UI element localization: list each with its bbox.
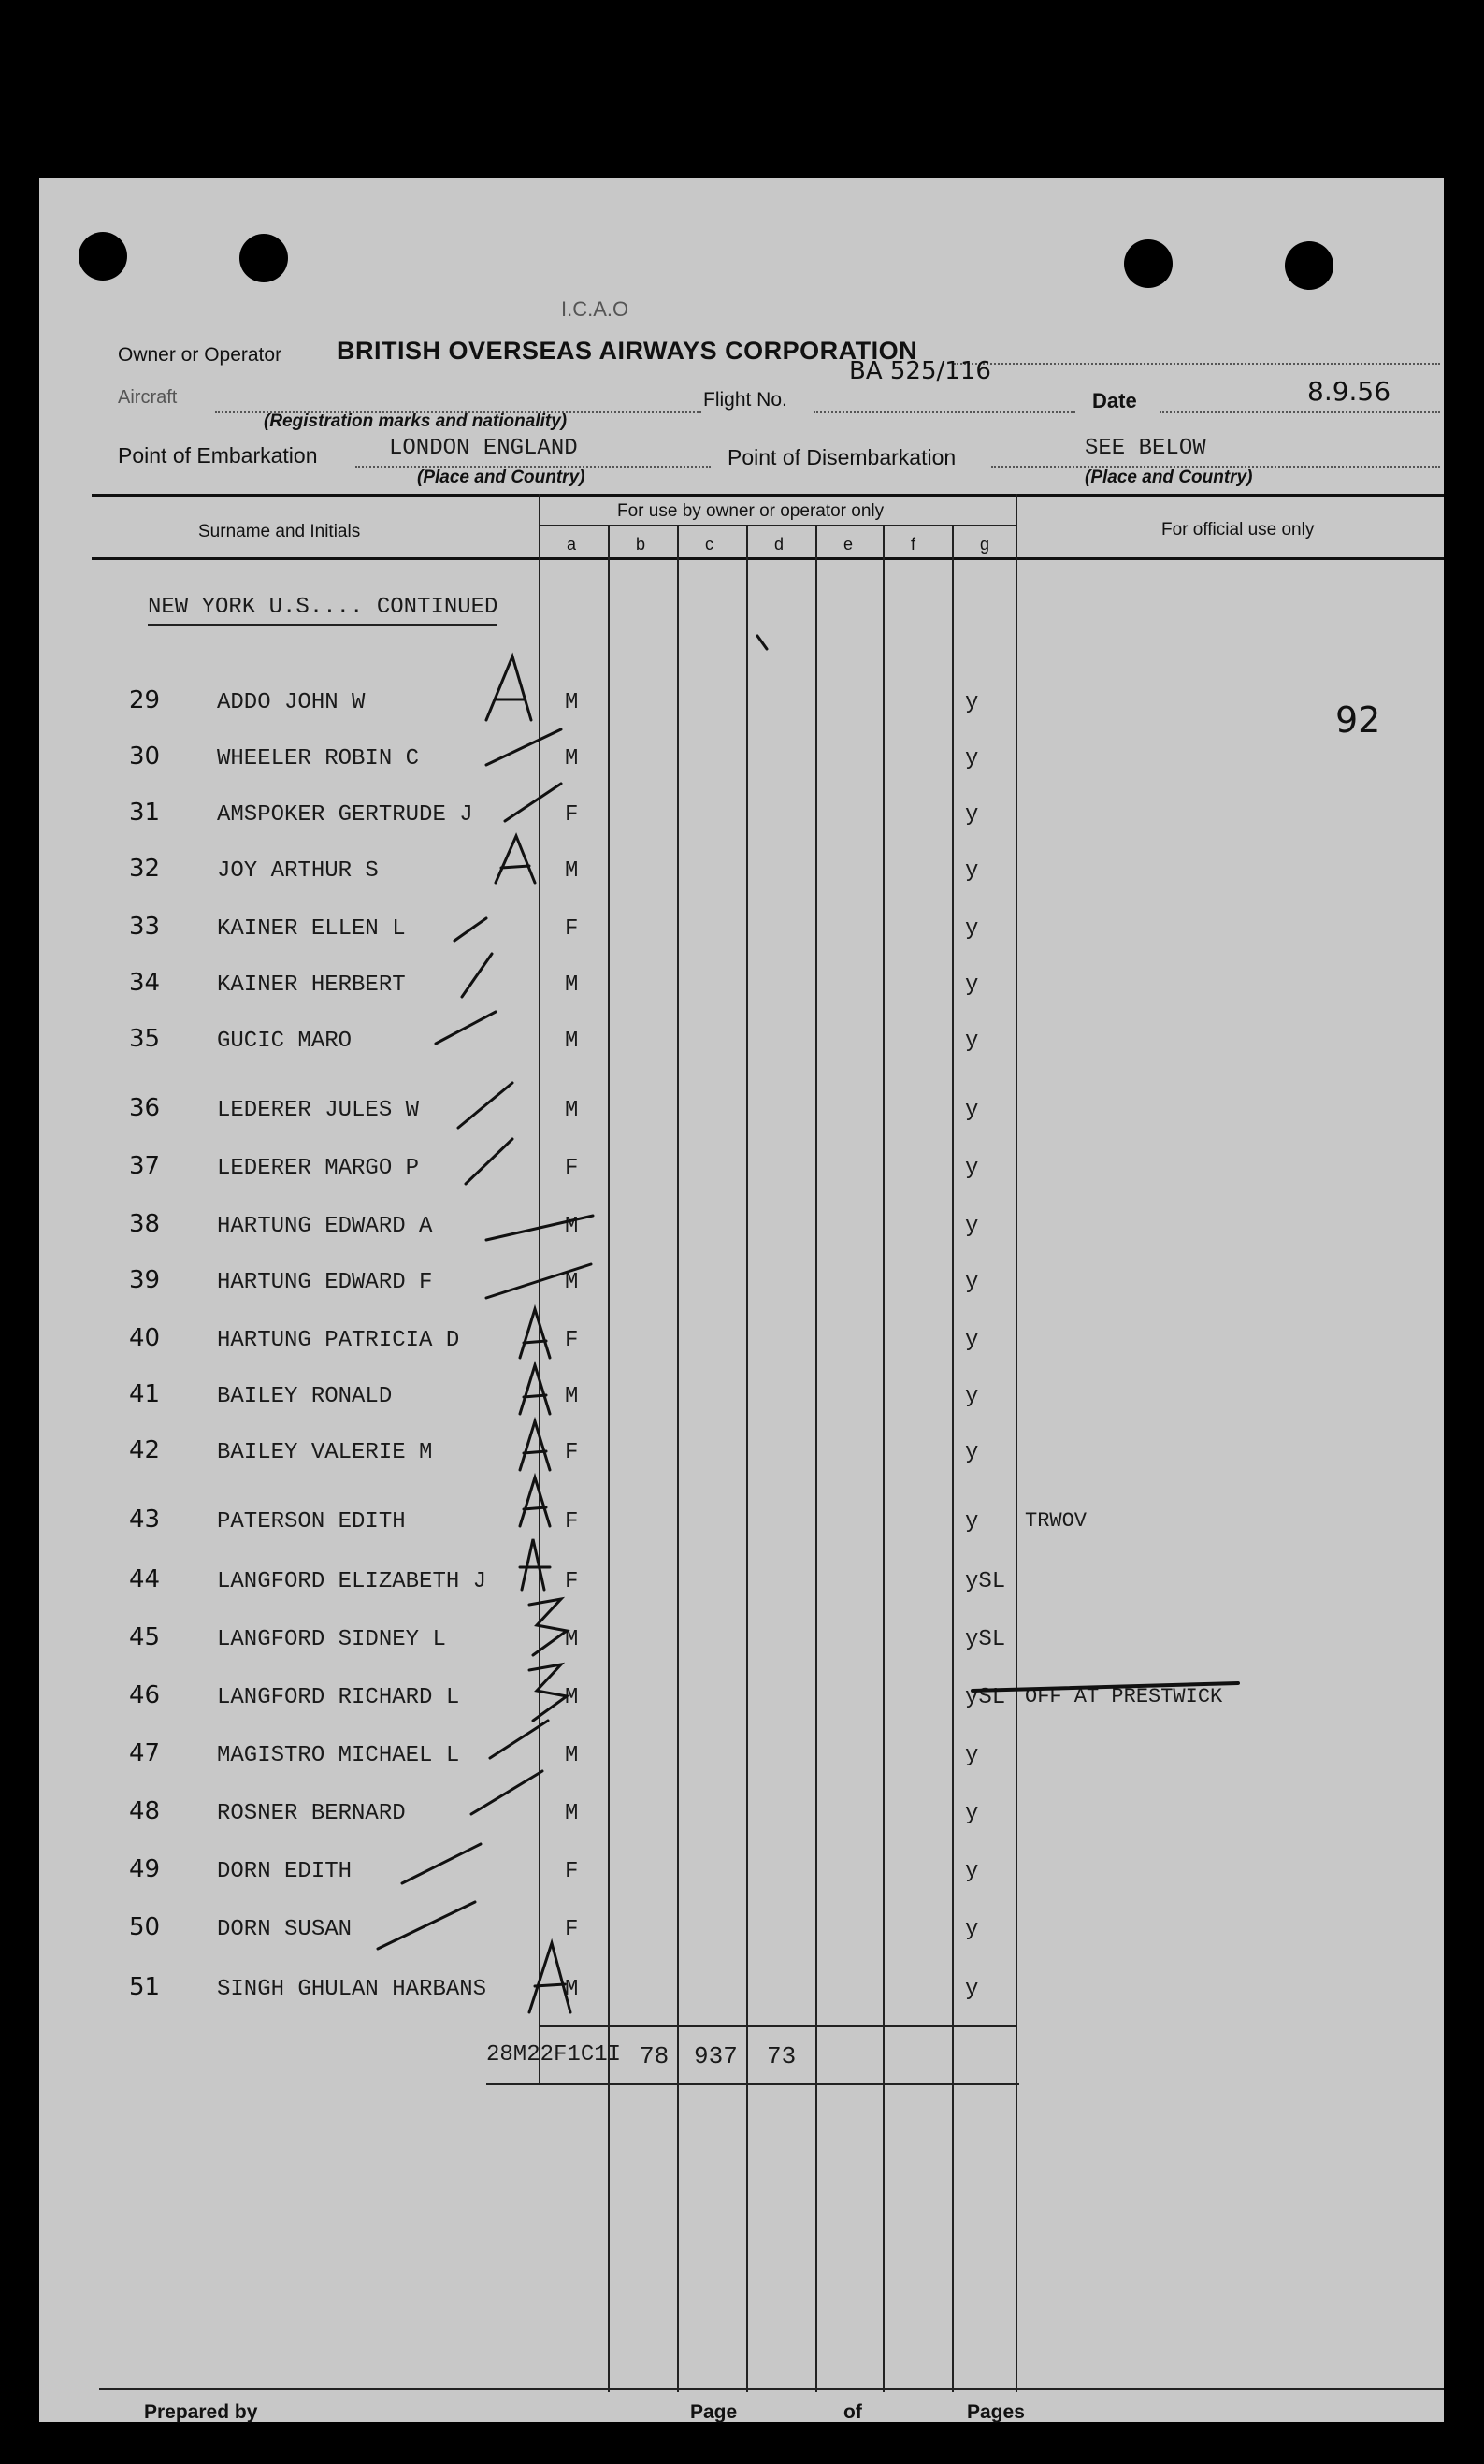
column-g-value: y (965, 1743, 979, 1768)
sex-code: M (565, 1270, 579, 1295)
passenger-name: DORN EDITH (217, 1859, 353, 1884)
column-g-value: y (965, 1384, 979, 1409)
row-number: 34 (129, 969, 161, 997)
row-number: 35 (129, 1025, 161, 1053)
check-mark (486, 729, 561, 765)
sex-code: F (565, 1156, 579, 1181)
check-mark (505, 784, 561, 821)
sub-column-header-f: f (911, 535, 916, 554)
row-number: 43 (129, 1506, 161, 1534)
of-label: of (843, 2401, 862, 2423)
row-number: 36 (129, 1094, 161, 1122)
passenger-name: ADDO JOHN W (217, 690, 366, 715)
owner-value: BRITISH OVERSEAS AIRWAYS CORPORATION (337, 337, 918, 365)
row-number: 47 (129, 1739, 161, 1767)
sex-code: M (565, 1977, 579, 2002)
sex-code: M (565, 1743, 579, 1768)
disembarkation-value: SEE BELOW (1085, 436, 1206, 461)
column-g-value: y (965, 746, 979, 771)
check-mark (490, 1721, 548, 1758)
row-number: 30 (129, 742, 161, 771)
check-mark (471, 1771, 542, 1814)
owner-use-header: For use by owner or operator only (617, 501, 885, 521)
row-number: 48 (129, 1797, 161, 1825)
passenger-name: PATERSON EDITH (217, 1509, 406, 1535)
check-mark (520, 1539, 550, 1590)
flight-number-value: BA 525/116 (849, 357, 991, 385)
sub-column-header-d: d (774, 535, 785, 554)
column-g-value: ySL (965, 1569, 1006, 1594)
column-g-value: y (965, 1801, 979, 1826)
embarkation-label: Point of Embarkation (118, 443, 318, 468)
passenger-name: AMSPOKER GERTRUDE J (217, 802, 473, 828)
column-g-value: y (965, 802, 979, 828)
column-g-value: y (965, 916, 979, 942)
col-surname-header: Surname and Initials (198, 522, 361, 541)
row-number: 46 (129, 1681, 161, 1709)
check-mark (454, 918, 486, 941)
column-g-value: y (965, 1029, 979, 1054)
official-note: OFF AT PRESTWICK (1025, 1685, 1223, 1708)
sex-code: F (565, 802, 579, 828)
passenger-name: SINGH GHULAN HARBANS (217, 1977, 487, 2002)
owner-label: Owner or Operator (118, 344, 282, 366)
sex-code: F (565, 1509, 579, 1535)
check-mark (486, 1216, 593, 1240)
passenger-name: LEDERER MARGO P (217, 1156, 420, 1181)
column-g-value: y (965, 973, 979, 998)
prepared-by-label: Prepared by (144, 2401, 258, 2423)
passenger-name: ROSNER BERNARD (217, 1801, 406, 1826)
passenger-name: KAINER ELLEN L (217, 916, 406, 942)
sex-code: F (565, 1917, 579, 1942)
flight-label: Flight No. (703, 389, 787, 411)
column-g-value: y (965, 1270, 979, 1295)
passenger-name: BAILEY RONALD (217, 1384, 393, 1409)
check-mark (529, 1664, 567, 1721)
check-mark (529, 1943, 570, 2012)
passenger-name: HARTUNG EDWARD F (217, 1270, 433, 1295)
row-number: 33 (129, 913, 161, 941)
column-g-value: y (965, 1917, 979, 1942)
org-fragment: I.C.A.O (561, 297, 629, 321)
sex-code: F (565, 916, 579, 942)
check-mark (520, 1477, 550, 1526)
row-number: 49 (129, 1855, 161, 1883)
sex-code: F (565, 1859, 579, 1884)
passenger-name: LANGFORD ELIZABETH J (217, 1569, 487, 1594)
sex-code: M (565, 1214, 579, 1239)
check-mark (529, 1599, 567, 1655)
date-label: Date (1092, 389, 1137, 412)
sex-code: M (565, 746, 579, 771)
registration-caption: (Registration marks and nationality) (264, 411, 568, 431)
check-mark (458, 1083, 512, 1128)
strike-through (973, 1683, 1238, 1691)
check-mark (462, 954, 492, 997)
sex-code: M (565, 1384, 579, 1409)
sex-code: M (565, 690, 579, 715)
row-number: 40 (129, 1324, 161, 1352)
passenger-name: DORN SUSAN (217, 1917, 353, 1942)
row-number: 32 (129, 855, 161, 883)
passenger-name: LEDERER JULES W (217, 1098, 420, 1123)
row-number: 41 (129, 1380, 161, 1408)
totals-b: 78 (640, 2042, 670, 2070)
disembarkation-label: Point of Disembarkation (728, 445, 957, 469)
check-mark (486, 1264, 591, 1298)
sex-code: F (565, 1569, 579, 1594)
row-number: 31 (129, 799, 161, 827)
check-mark (436, 1012, 496, 1044)
passenger-name: WHEELER ROBIN C (217, 746, 420, 771)
column-g-value: y (965, 858, 979, 884)
column-g-value: y (965, 690, 979, 715)
sex-code: M (565, 858, 579, 884)
column-g-value: ySL (965, 1627, 1006, 1652)
disembarkation-caption: (Place and Country) (1085, 468, 1253, 487)
aircraft-label: Aircraft (118, 387, 178, 408)
row-number: 50 (129, 1913, 161, 1941)
passenger-name: BAILEY VALERIE M (217, 1440, 433, 1465)
passenger-name: MAGISTRO MICHAEL L (217, 1743, 460, 1768)
sex-code: F (565, 1440, 579, 1465)
column-g-value: y (965, 1509, 979, 1535)
column-g-value: ySL (965, 1685, 1006, 1710)
sex-code: M (565, 1685, 579, 1710)
row-number: 42 (129, 1436, 161, 1464)
page-label: Page (690, 2401, 738, 2423)
passenger-name: KAINER HERBERT (217, 973, 406, 998)
row-number: 29 (129, 686, 161, 714)
check-mark (496, 836, 535, 883)
check-mark (402, 1844, 481, 1883)
sex-code: M (565, 1098, 579, 1123)
check-mark (520, 1365, 550, 1414)
totals-a: 28M22F1C1I (486, 2042, 622, 2068)
pages-label: Pages (967, 2401, 1025, 2423)
row-number: 37 (129, 1152, 161, 1180)
totals-d: 73 (767, 2042, 797, 2070)
sex-code: M (565, 973, 579, 998)
embarkation-caption: (Place and Country) (417, 468, 585, 487)
section-heading: NEW YORK U.S.... CONTINUED (148, 595, 497, 626)
sex-code: M (565, 1627, 579, 1652)
check-mark (520, 1421, 550, 1470)
sub-column-header-g: g (980, 535, 990, 554)
row-number: 39 (129, 1266, 161, 1294)
passenger-name: LANGFORD SIDNEY L (217, 1627, 446, 1652)
official-page-number: 92 (1335, 699, 1381, 741)
passenger-name: JOY ARTHUR S (217, 858, 379, 884)
passenger-name: HARTUNG PATRICIA D (217, 1328, 460, 1353)
check-mark (466, 1139, 512, 1184)
tick-mark (757, 636, 767, 649)
sub-column-header-c: c (705, 535, 713, 554)
official-use-header: For official use only (1161, 520, 1315, 540)
row-number: 51 (129, 1973, 161, 2001)
passenger-name: LANGFORD RICHARD L (217, 1685, 460, 1710)
row-number: 44 (129, 1565, 161, 1593)
sub-column-header-e: e (843, 535, 854, 554)
column-g-value: y (965, 1214, 979, 1239)
date-value: 8.9.56 (1307, 376, 1391, 407)
column-g-value: y (965, 1440, 979, 1465)
column-g-value: y (965, 1156, 979, 1181)
check-mark (486, 656, 531, 720)
sex-code: M (565, 1029, 579, 1054)
column-g-value: y (965, 1328, 979, 1353)
totals-c: 937 (694, 2042, 738, 2070)
official-note: TRWOV (1025, 1509, 1088, 1533)
row-number: 45 (129, 1623, 161, 1651)
sub-column-header-b: b (636, 535, 646, 554)
column-g-value: y (965, 1977, 979, 2002)
sub-column-header-a: a (567, 535, 577, 554)
check-mark (520, 1309, 550, 1358)
column-g-value: y (965, 1859, 979, 1884)
check-mark (378, 1902, 475, 1949)
row-number: 38 (129, 1210, 161, 1238)
sex-code: M (565, 1801, 579, 1826)
embarkation-value: LONDON ENGLAND (389, 436, 578, 461)
sex-code: F (565, 1328, 579, 1353)
column-g-value: y (965, 1098, 979, 1123)
passenger-name: GUCIC MARO (217, 1029, 353, 1054)
passenger-name: HARTUNG EDWARD A (217, 1214, 433, 1239)
